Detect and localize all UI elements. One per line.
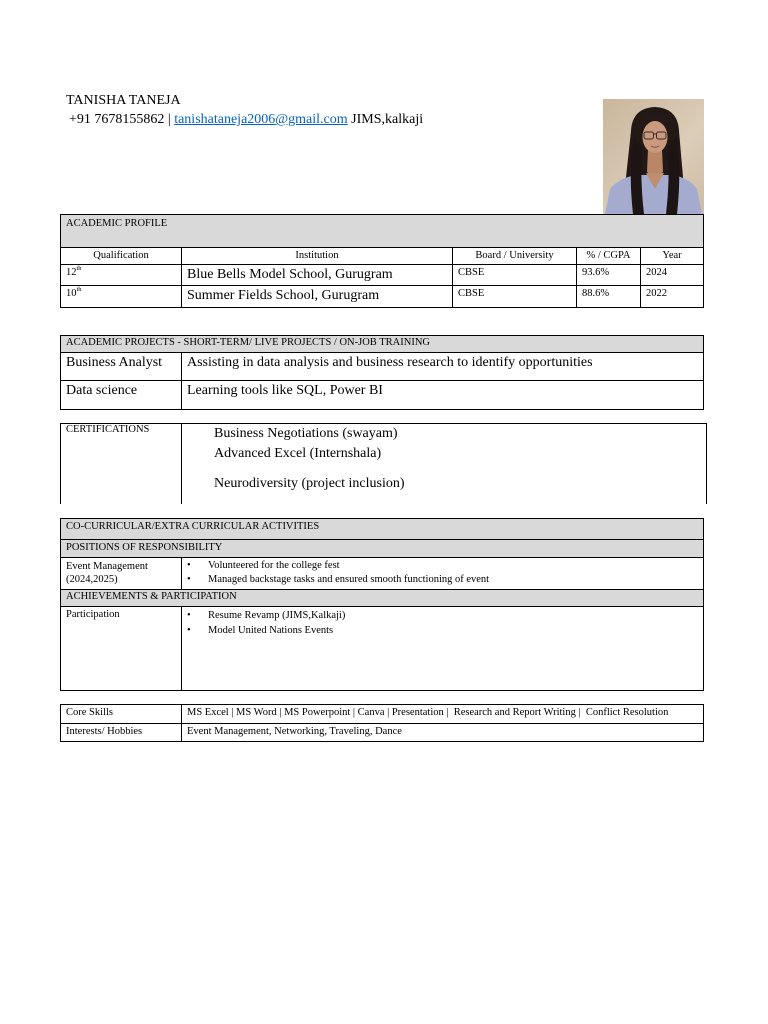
activities-title: CO-CURRICULAR/EXTRA CURRICULAR ACTIVITIES: [60, 518, 704, 540]
board-cell: CBSE: [452, 285, 577, 308]
certifications-divider: [181, 423, 182, 504]
year-cell: 2022: [640, 285, 704, 308]
bullet-marker: •: [187, 560, 191, 571]
profile-photo: [603, 99, 704, 214]
score-cell: 88.6%: [576, 285, 641, 308]
certifications-title: CERTIFICATIONS: [66, 424, 150, 435]
certification-item: Advanced Excel (Internshala): [214, 446, 382, 461]
academic-profile-title: ACADEMIC PROFILE: [60, 214, 704, 248]
projects-title: ACADEMIC PROJECTS - SHORT-TERM/ LIVE PROJECTS / ON-JOB TRAINING: [60, 335, 704, 353]
column-header-institution: Institution: [181, 247, 453, 265]
location: JIMS,kalkaji: [351, 112, 424, 127]
project-role: Business Analyst: [60, 352, 182, 381]
certification-item: Neurodiversity (project inclusion): [214, 476, 405, 491]
year-cell: 2024: [640, 264, 704, 286]
positions-label: Event Management (2024,2025): [60, 557, 182, 590]
positions-title: POSITIONS OF RESPONSIBILITY: [60, 539, 704, 558]
candidate-name: TANISHA TANEJA: [66, 93, 181, 108]
institution-cell: Summer Fields School, Gurugram: [181, 285, 453, 308]
profile-photo-icon: [603, 99, 704, 214]
project-description: Learning tools like SQL, Power BI: [181, 380, 704, 410]
column-header-year: Year: [640, 247, 704, 265]
list-item-text: Resume Revamp (JIMS,Kalkaji): [208, 610, 346, 621]
qualification-suffix: th: [76, 286, 82, 293]
qualification-value: 12: [66, 267, 77, 278]
interests-label: Interests/ Hobbies: [60, 723, 182, 742]
certification-item: Business Negotiations (swayam): [214, 426, 398, 441]
column-header-score: % / CGPA: [576, 247, 641, 265]
phone-number: +91 7678155862 |: [69, 112, 171, 127]
list-item: [187, 559, 703, 573]
column-header-board: Board / University: [452, 247, 577, 265]
board-cell: CBSE: [452, 264, 577, 286]
project-description: Assisting in data analysis and business research to identify opportunities: [181, 352, 704, 381]
qualification-value: 10: [66, 288, 77, 299]
list-item: [187, 623, 703, 638]
bullet-marker: •: [187, 625, 191, 636]
institution-cell: Blue Bells Model School, Gurugram: [181, 264, 453, 286]
achievements-title: ACHIEVEMENTS & PARTICIPATION: [60, 589, 704, 607]
bullet-marker: •: [187, 574, 191, 585]
email-link[interactable]: tanishataneja2006@gmail.com: [174, 112, 348, 127]
list-item-text: Managed backstage tasks and ensured smooth functioning of event: [208, 574, 490, 585]
list-item-text: Model United Nations Events: [208, 625, 334, 636]
column-header-qualification: Qualification: [60, 247, 182, 265]
list-item: [187, 608, 703, 623]
score-cell: 93.6%: [576, 264, 641, 286]
list-item: [187, 573, 703, 587]
achievements-label: Participation: [60, 606, 182, 691]
qualification-suffix: th: [76, 265, 82, 272]
qualification-cell: [60, 264, 182, 286]
project-role: Data science: [60, 380, 182, 410]
achievements-list: [181, 606, 704, 691]
interests-value: Event Management, Networking, Traveling, Dance: [181, 723, 704, 742]
skills-label: Core Skills: [60, 704, 182, 724]
qualification-cell: [60, 285, 182, 308]
skills-value: MS Excel | MS Word | MS Powerpoint | Canva | Presentation | Research and Report Writing | Conflict Resolution: [181, 704, 704, 724]
contact-line: [66, 112, 423, 128]
bullet-marker: •: [187, 610, 191, 621]
positions-list: [181, 557, 704, 590]
list-item-text: Volunteered for the college fest: [208, 560, 340, 571]
